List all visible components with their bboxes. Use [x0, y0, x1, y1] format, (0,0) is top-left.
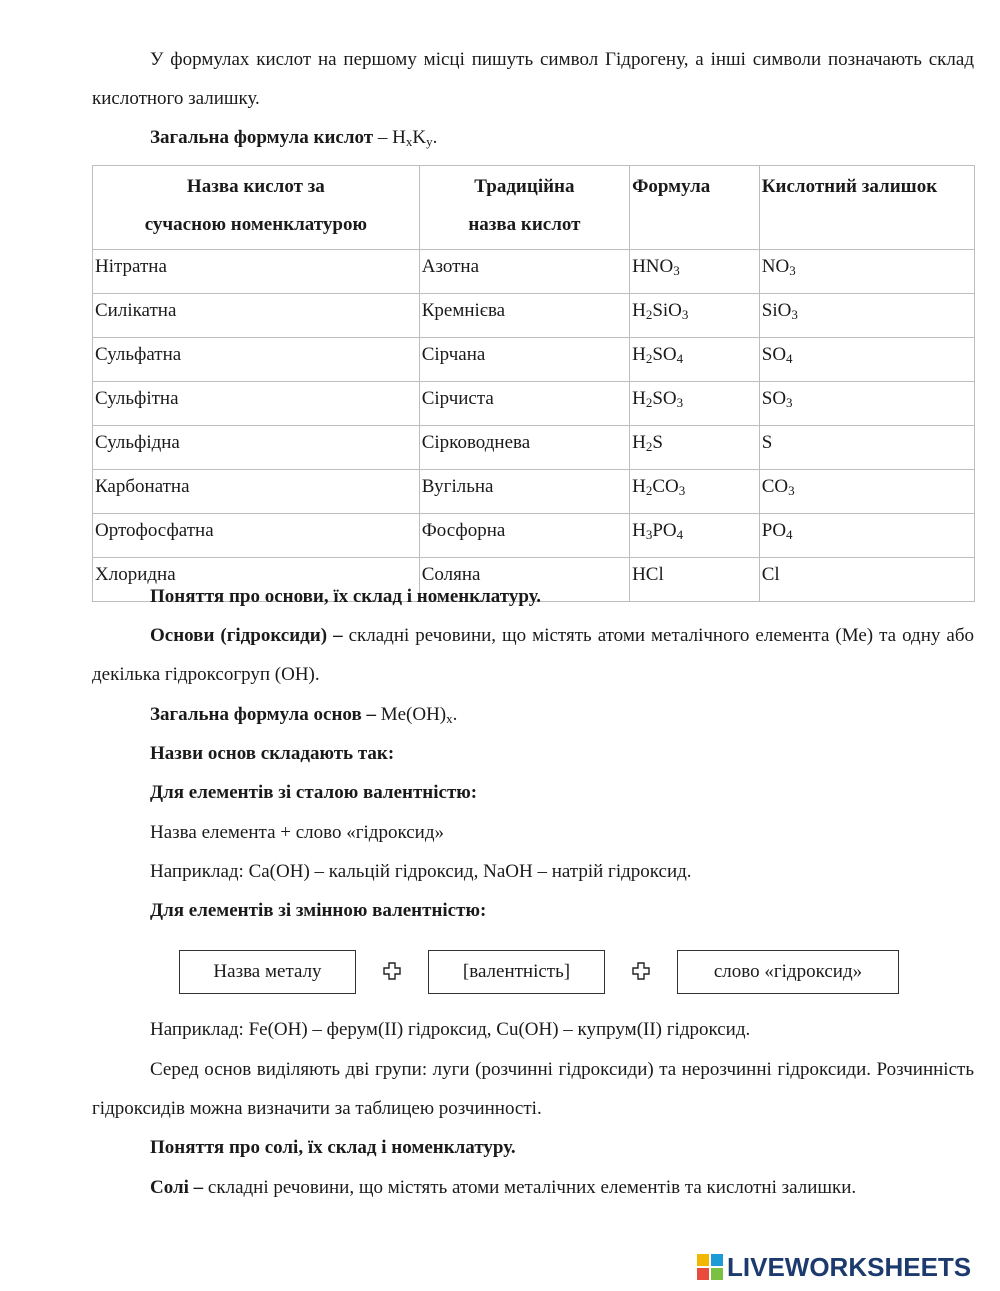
acid-intro-paragraph: У формулах кислот на першому місці пишуть символ Гідрогену, а інші символи позначають склад кислотного залишку.: [92, 49, 974, 109]
table-row: [93, 250, 975, 294]
cell-formula: [630, 514, 760, 558]
salts-heading: [150, 1128, 516, 1167]
salts-definition: [92, 1168, 974, 1207]
chem-subscript: 4: [786, 351, 793, 366]
bases-groups-paragraph: Серед основ виділяють дві групи: луги (розчинні гідроксиди) та нерозчинні гідроксиди. Розчинність гідроксидів можна визначити за таблицею розчинності.: [92, 1059, 974, 1119]
box-metal-name: Назва металу: [179, 950, 356, 994]
cell-modern-name: Нітратна: [93, 250, 420, 294]
table-row: [93, 338, 975, 382]
chem-subscript: 3: [645, 527, 653, 542]
chem-subscript: 4: [676, 527, 684, 542]
chem-part: H: [632, 344, 646, 365]
salts-def-term: Солі –: [150, 1177, 204, 1198]
chem-part: SiO: [761, 300, 792, 321]
chem-part: S: [652, 432, 663, 453]
acid-general-formula: [150, 118, 437, 157]
cell-modern-name: Силікатна: [93, 294, 420, 338]
cell-residue: [759, 294, 974, 338]
cell-traditional-name: Кремнієва: [419, 294, 629, 338]
chem-subscript: 3: [678, 483, 686, 498]
header-modern-line1: Назва кислот за: [186, 176, 325, 197]
bases-formula-end: .: [452, 704, 458, 725]
cell-modern-name: Сульфатна: [93, 338, 420, 382]
header-traditional-line2: назва кислот: [468, 214, 581, 235]
chem-subscript: 2: [645, 483, 653, 498]
cell-modern-name: Карбонатна: [93, 470, 420, 514]
header-modern-line2: сучасною номенклатурою: [144, 214, 367, 235]
header-modern-name: [93, 166, 420, 250]
chem-part: S: [761, 432, 773, 453]
cell-formula: [630, 382, 760, 426]
chem-subscript: 3: [681, 307, 689, 322]
header-residue: Кислотний залишок: [759, 166, 974, 250]
formula-k: K: [412, 127, 427, 148]
chem-subscript: 3: [788, 483, 795, 498]
var-valence-heading-text: Для елементів зі змінною валентністю:: [150, 900, 487, 921]
chem-subscript: 3: [673, 263, 680, 278]
var-valence-heading: [150, 891, 486, 930]
cell-modern-name: Ортофосфатна: [93, 514, 420, 558]
cell-traditional-name: Вугільна: [419, 470, 629, 514]
header-traditional-name: [419, 166, 629, 250]
cell-traditional-name: Фосфорна: [419, 514, 629, 558]
salts-heading-text: Поняття про солі, їх склад і номенклатуру.: [150, 1137, 516, 1158]
cell-residue: [759, 382, 974, 426]
names-heading: [150, 734, 394, 773]
chem-part: H: [632, 300, 646, 321]
cell-residue: [759, 470, 974, 514]
table-row: [93, 514, 975, 558]
cell-modern-name: Хлоридна: [93, 558, 420, 602]
box-hydroxide-word: слово «гідроксид»: [677, 950, 899, 994]
chem-subscript: 2: [645, 307, 653, 322]
formula-h: H: [392, 127, 406, 148]
box-valence: [валентність]: [428, 950, 605, 994]
cell-modern-name: Сульфітна: [93, 382, 420, 426]
logo-square: [697, 1254, 709, 1266]
chem-subscript: 2: [645, 351, 653, 366]
cell-formula: [630, 426, 760, 470]
chem-part: H: [632, 520, 646, 541]
cell-traditional-name: Сірчана: [419, 338, 629, 382]
cell-residue: [759, 426, 974, 470]
cell-residue: [759, 558, 974, 602]
chem-part: Cl: [761, 564, 780, 585]
chem-part: H: [632, 476, 646, 497]
cell-traditional-name: Азотна: [419, 250, 629, 294]
bases-def-text: складні речовини, що містять атоми металічного елемента (Ме) та одну або декілька гідроксогруп (ОН).: [92, 625, 975, 685]
liveworksheets-logo: [697, 1252, 971, 1282]
header-traditional-line1: Традиційна: [474, 176, 575, 197]
chem-part: H: [632, 432, 646, 453]
salts-def-text: складні речовини, що містять атоми металічних елементів та кислотні залишки.: [203, 1177, 857, 1198]
cell-residue: [759, 250, 974, 294]
formula-sub-x: x: [405, 134, 413, 149]
cell-traditional-name: Сірчиста: [419, 382, 629, 426]
chem-part: PO: [761, 520, 787, 541]
bases-general-formula: [150, 695, 457, 734]
chem-part: HCl: [632, 564, 664, 585]
chem-part: CO: [652, 476, 679, 497]
chem-part: SiO: [652, 300, 682, 321]
cell-modern-name: Сульфідна: [93, 426, 420, 470]
formula-sub-y: y: [426, 134, 433, 149]
cell-traditional-name: Сірководнева: [419, 426, 629, 470]
plus-icon: [632, 962, 650, 980]
names-heading-text: Назви основ складають так:: [150, 743, 395, 764]
chem-subscript: 3: [789, 263, 796, 278]
cell-formula: [630, 294, 760, 338]
bases-formula-main: Me(OH): [375, 704, 447, 725]
table-row: [93, 426, 975, 470]
chem-part: CO: [761, 476, 789, 497]
chem-part: H: [632, 388, 646, 409]
cell-formula: [630, 558, 760, 602]
cell-residue: [759, 338, 974, 382]
chem-part: PO: [652, 520, 677, 541]
const-valence-heading-text: Для елементів зі сталою валентністю:: [150, 782, 478, 803]
chem-subscript: 3: [791, 307, 798, 322]
chem-part: SO: [652, 344, 677, 365]
bases-heading: [150, 577, 541, 616]
dash: –: [373, 127, 393, 148]
chem-subscript: 4: [676, 351, 684, 366]
const-valence-rule: Назва елемента + слово «гідроксид»: [150, 822, 444, 843]
chem-subscript: 4: [786, 527, 793, 542]
acids-table: [92, 165, 975, 602]
header-formula: Формула: [630, 166, 760, 250]
bases-formula-label: Загальна формула основ –: [150, 704, 376, 725]
bases-formula-sub: x: [446, 711, 453, 726]
logo-square: [711, 1254, 723, 1266]
plus-icon: [383, 962, 401, 980]
chem-subscript: 3: [786, 395, 793, 410]
acid-general-formula-label: Загальна формула кислот: [150, 127, 374, 148]
bases-heading-text: Поняття про основи, їх склад і номенклатуру.: [150, 586, 542, 607]
logo-text: LIVEWORKSHEETS: [727, 1251, 972, 1282]
logo-square: [711, 1268, 723, 1280]
logo-mark-icon: [697, 1254, 723, 1280]
chem-subscript: 3: [676, 395, 684, 410]
chem-subscript: 2: [645, 439, 653, 454]
var-valence-example: Наприклад: Fe(OH) – ферум(II) гідроксид, Cu(OH) – купрум(II) гідроксид.: [150, 1019, 751, 1040]
cell-residue: [759, 514, 974, 558]
bases-def-term: Основи (гідроксиди) –: [150, 625, 343, 646]
chem-part: NO: [761, 256, 790, 277]
chem-part: SO: [761, 388, 787, 409]
cell-traditional-name: Соляна: [419, 558, 629, 602]
acids-table-header-row: [93, 166, 975, 250]
bases-definition: [92, 616, 974, 694]
table-row: [93, 382, 975, 426]
chem-subscript: 2: [645, 395, 653, 410]
table-row: [93, 294, 975, 338]
const-valence-heading: [150, 773, 477, 812]
chem-part: HNO: [632, 256, 674, 277]
acids-table-body: [93, 250, 975, 602]
formula-end: .: [432, 127, 438, 148]
logo-square: [697, 1268, 709, 1280]
cell-formula: [630, 250, 760, 294]
cell-formula: [630, 338, 760, 382]
chem-part: SO: [652, 388, 677, 409]
cell-formula: [630, 470, 760, 514]
table-row: [93, 470, 975, 514]
const-valence-example: Наприклад: Ca(OH) – кальцій гідроксид, NaOH – натрій гідроксид.: [150, 861, 692, 882]
chem-part: SO: [761, 344, 787, 365]
